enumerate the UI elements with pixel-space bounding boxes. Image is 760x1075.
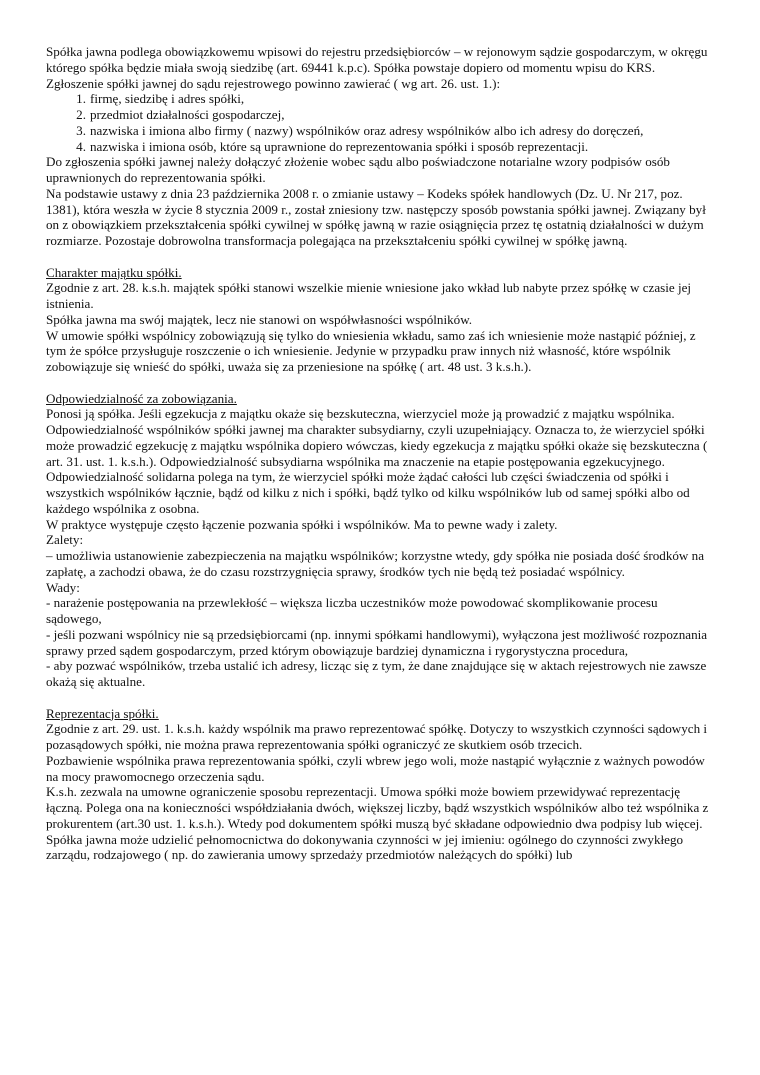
- list-item-text: przedmiot działalności gospodarczej,: [90, 107, 285, 122]
- paragraph-advantage-1: – umożliwia ustanowienie zabezpieczenia na majątku wspólników; korzystne wtedy, gdy spółka nie posiada dość środków na zapłatę, a zachodzi obawa, że do czasu rozstrzygnięcia sprawy, środków tych nie będą też posiadać wspólnicy.: [46, 548, 705, 579]
- paragraph-representation-2: Pozbawienie wspólnika prawa reprezentowania spółki, czyli wbrew jego woli, może nastąpić wyłącznie z ważnych powodów na mocy prawomocnego orzeczenia sądu.: [46, 752, 705, 784]
- paragraph-liability-3: Odpowiedzialność solidarna polega na tym, że wierzyciel spółki może żądać całości lub części świadczenia od spółki i wszystkich wspólników łącznie, bądź od kilku z nich i spółki, bądź tylko od kilku wspólników lub od samej spółki albo od każdego wspólnika z osobna.: [46, 469, 690, 516]
- paragraph-spacer: [46, 375, 714, 391]
- paragraph-assets-2: Spółka jawna ma swój majątek, lecz nie stanowi on współwłasności wspólników.: [46, 311, 473, 327]
- list-item-number: 1.: [76, 91, 86, 107]
- list-item-number: 3.: [76, 122, 86, 138]
- list-item-text: firmę, siedzibę i adres spółki,: [90, 91, 245, 107]
- section-heading-assets: Charakter majątku spółki.: [46, 264, 182, 280]
- paragraph-disadvantage-1: - narażenie postępowania na przewlekłość – większa liczba uczestników może powodować skomplikowanie procesu sądowego,: [46, 595, 658, 626]
- section-heading-representation: Reprezentacja spółki.: [46, 705, 159, 721]
- paragraph-intro-registration: Spółka jawna podlega obowiązkowemu wpisowi do rejestru przedsiębiorców – w rejonowym sądzie gospodarczym, w okręgu którego spółka będzie miała swoją siedzibę (art. 69441 k.p.c). Spółka powstaje dopiero od momentu wpisu do KRS.: [46, 44, 708, 75]
- paragraph-intro-application: Zgłoszenie spółki jawnej do sądu rejestrowego powinno zawierać ( wg art. 26. ust. 1.):: [46, 75, 501, 91]
- paragraph-representation-3: K.s.h. zezwala na umowne ograniczenie sposobu reprezentacji. Umowa spółki może bowiem przewidywać reprezentację łączną. Polega ona na konieczności współdziałania dwóch, większej liczby, bądź wszystkich wspólników albo też wspólnika z prokurentem (art.30 ust. 1. k.s.h.). Wtedy pod dokumentem spółki muszą być składane odpowiednio dwa podpisy lub więcej.: [46, 784, 709, 831]
- paragraph-intro-amendment: Na podstawie ustawy z dnia 23 października 2008 r. o zmianie ustawy – Kodeks spółek handlowych (Dz. U. Nr 217, poz. 1381), która weszła w życie 8 stycznia 2009 r., został zniesiony tzw. następczy sposób powstania spółki jawnej. Związany był on z obowiązkiem przekształcenia spółki cywilnej w spółkę jawną w razie osiągnięcia przez tę ostatnią działalności w dużym rozmiarze. Pozostaje dobrowolna transformacja polegająca na przekształceniu spółki cywilnej w spółkę jawną.: [46, 185, 706, 248]
- requirements-list: [46, 91, 714, 154]
- paragraph-intro-signatures: Do zgłoszenia spółki jawnej należy dołączyć złożenie wobec sądu albo poświadczone notarialne wzory podpisów osób uprawnionych do reprezentowania spółki.: [46, 154, 670, 185]
- list-item-number: 2.: [76, 107, 86, 122]
- paragraph-disadvantage-3: - aby pozwać wspólników, trzeba ustalić ich adresy, licząc się z tym, że dane znajdujące się w aktach rejestrowych nie zawsze okażą się aktualne.: [46, 658, 707, 689]
- section-heading-liability: Odpowiedzialność za zobowiązania.: [46, 390, 237, 406]
- list-item: [76, 107, 714, 123]
- paragraph-disadvantage-2: - jeśli pozwani wspólnicy nie są przedsiębiorcami (np. innymi spółkami handlowymi), wyłączona jest możliwość rozpoznania sprawy przed sądem gospodarczym, przed którym obowiązuje bardziej dynamiczna i rygorystyczna procedura,: [46, 626, 708, 658]
- paragraph-spacer: [46, 690, 714, 706]
- document-page: [46, 44, 714, 863]
- paragraph-liability-4: W praktyce występuje często łączenie pozwania spółki i wspólników. Ma to pewne wady i zalety.: [46, 516, 558, 532]
- list-item: [76, 91, 714, 107]
- list-item: [76, 138, 714, 155]
- paragraph-assets-1: Zgodnie z art. 28. k.s.h. majątek spółki stanowi wszelkie mienie wniesione jako wkład lub nabyte przez spółkę w czasie jej istnienia.: [46, 280, 692, 311]
- list-item-text: nazwiska i imiona osób, które są uprawnione do reprezentowania spółki i sposób reprezentacji.: [90, 138, 589, 154]
- paragraph-representation-1: Zgodnie z art. 29. ust. 1. k.s.h. każdy wspólnik ma prawo reprezentować spółkę. Dotyczy to wszystkich czynności sądowych i pozasądowych spółki, nie można prawa reprezentowania spółki ograniczyć ze skutkiem osób trzecich.: [46, 721, 708, 752]
- paragraph-liability-2: Odpowiedzialność wspólników spółki jawnej ma charakter subsydiarny, czyli uzupełniający. Oznacza to, że wierzyciel spółki może prowadzić egzekucję z majątku wspólnika dopiero wówczas, kiedy egzekucja z majątku spółki okaże się bezskuteczna ( art. 31. ust. 1. k.s.h.). Odpowiedzialność subsydiarna wspólnika ma znaczenie na etapie postępowania egzekucyjnego.: [46, 422, 708, 469]
- list-item-text: nazwiska i imiona albo firmy ( nazwy) wspólników oraz adresy wspólników albo ich adresy do doręczeń,: [90, 122, 644, 138]
- label-disadvantages: Wady:: [46, 579, 80, 595]
- paragraph-representation-4: Spółka jawna może udzielić pełnomocnictwa do dokonywania czynności w jej imieniu: ogólnego do czynności zwykłego zarządu, rodzajowego ( np. do zawierania umowy sprzedaży przedmiotów należących do spółki) lub: [46, 831, 684, 863]
- list-item-number: 4.: [76, 138, 86, 154]
- paragraph-spacer: [46, 249, 714, 265]
- label-advantages: Zalety:: [46, 532, 84, 548]
- paragraph-assets-3: W umowie spółki wspólnicy zobowiązują się tylko do wniesienia wkładu, samo zaś ich wniesienie może nastąpić później, z tym że spółce przysługuje roszczenie o ich wniesienie. Jedynie w przypadku praw innych niż własność, które wspólnik zobowiązuje się wnieść do spółki, uważa się za przeniesione na spółkę ( art. 48 ust. 3 k.s.h.).: [46, 327, 696, 374]
- list-item: [76, 122, 714, 139]
- paragraph-liability-1: Ponosi ją spółka. Jeśli egzekucja z majątku okaże się bezskuteczna, wierzyciel może ją prowadzić z majątku wspólnika.: [46, 406, 675, 422]
